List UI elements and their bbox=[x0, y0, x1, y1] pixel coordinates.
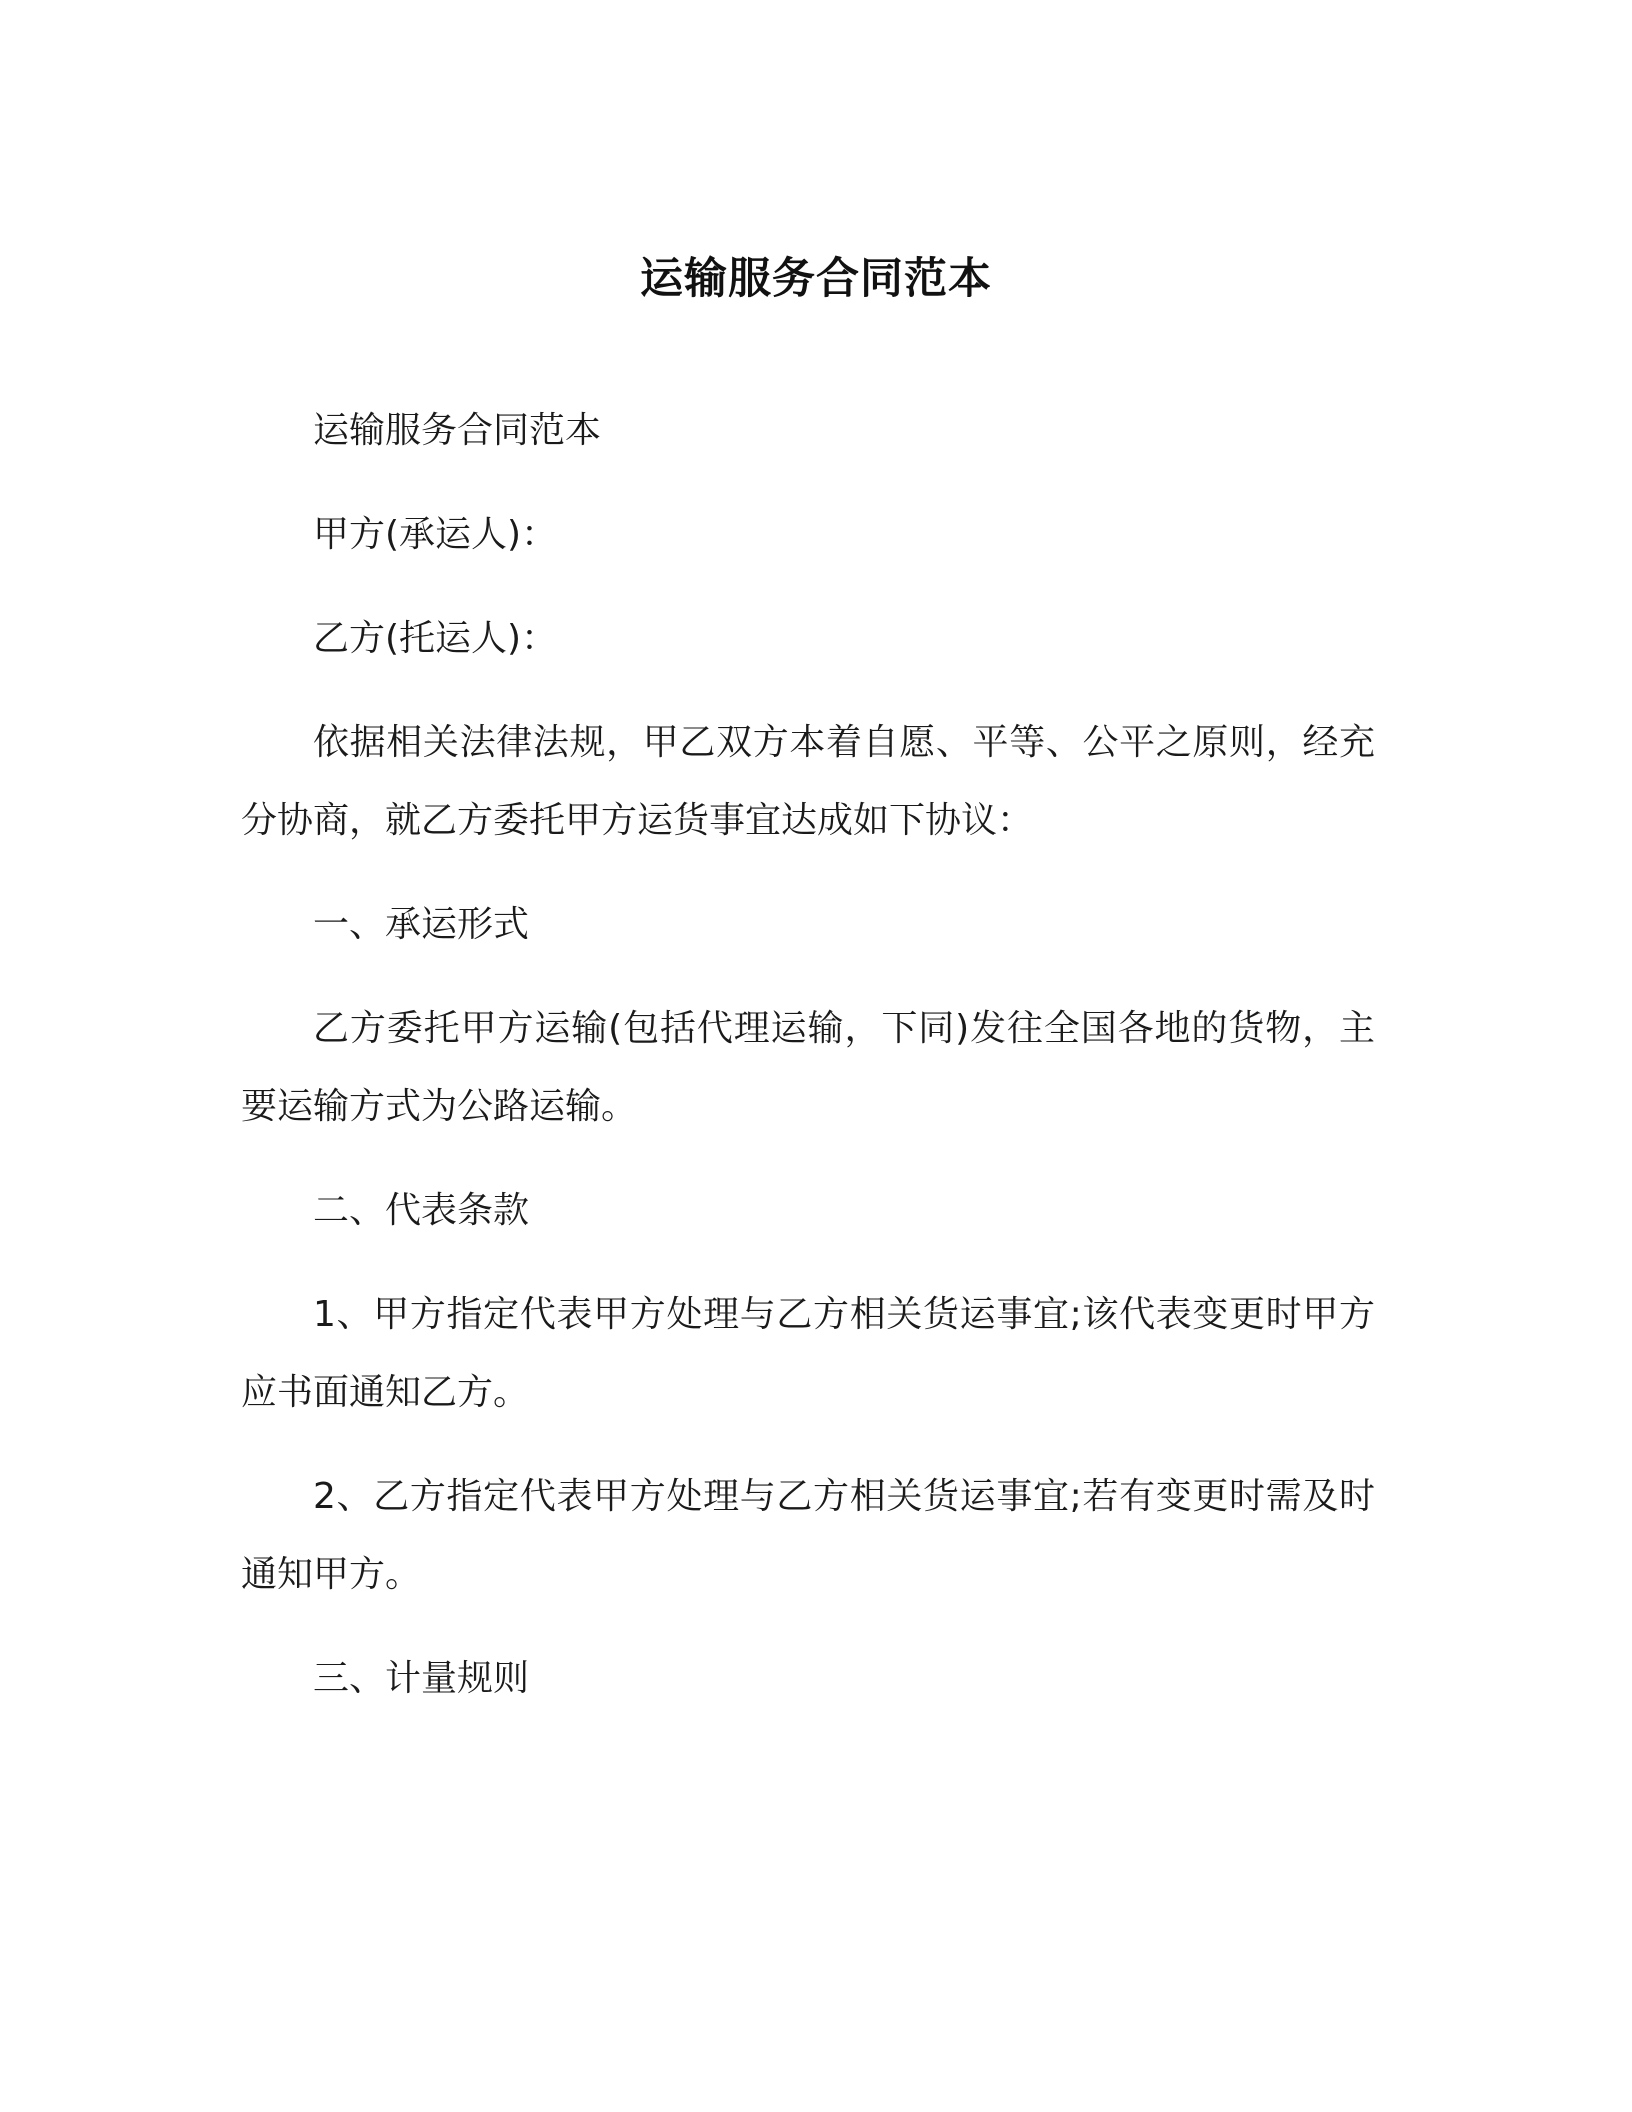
document-title: 运输服务合同范本 bbox=[640, 253, 992, 304]
section-heading-3: 三、计量规则 bbox=[313, 1658, 530, 1699]
party-a-line: 甲方(承运人)： bbox=[313, 514, 558, 555]
section-heading-2: 二、代表条款 bbox=[313, 1190, 530, 1231]
clause-2-2-paragraph: 2、乙方指定代表甲方处理与乙方相关货运事宜;若有变更时需及时通知甲方。 bbox=[241, 1476, 1375, 1595]
document-body bbox=[241, 392, 1375, 1744]
paragraph-heading-repeat: 运输服务合同范本 bbox=[313, 410, 602, 451]
section-1-paragraph: 乙方委托甲方运输(包括代理运输，下同)发往全国各地的货物，主要运输方式为公路运输。 bbox=[241, 1008, 1375, 1127]
party-b-line: 乙方(托运人)： bbox=[313, 618, 558, 659]
clause-2-1-paragraph: 1、甲方指定代表甲方处理与乙方相关货运事宜;该代表变更时甲方应书面通知乙方。 bbox=[241, 1294, 1375, 1413]
preamble-paragraph: 依据相关法律法规，甲乙双方本着自愿、平等、公平之原则，经充分协商，就乙方委托甲方运货事宜达成如下协议： bbox=[241, 722, 1375, 841]
section-heading-1: 一、承运形式 bbox=[313, 904, 530, 945]
